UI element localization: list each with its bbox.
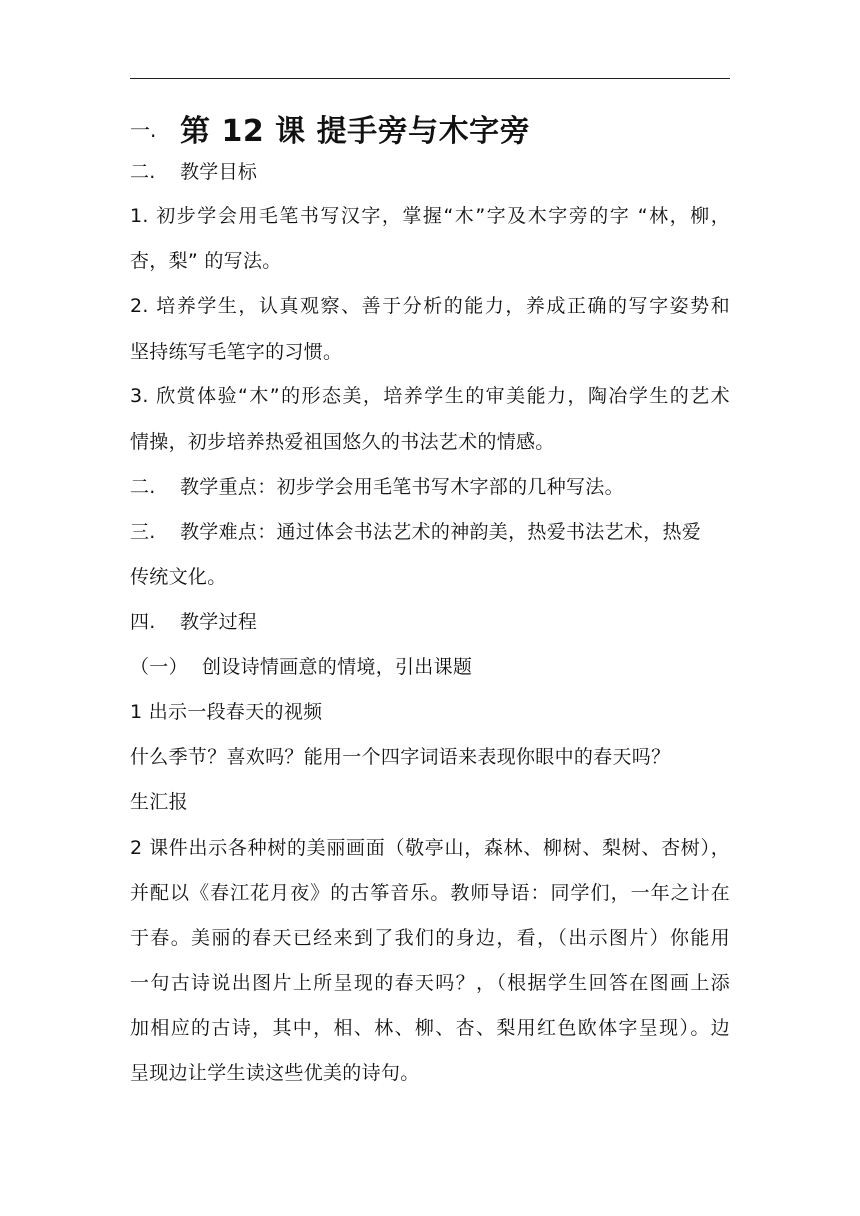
goal-2-line-1: 2. 培养学生，认真观察、善于分析的能力，养成正确的写字姿势和 [130,295,730,317]
section-text: 教学重点：初步学会用毛笔书写木字部的几种写法。 [180,476,624,498]
section-number: 四. [130,611,156,633]
goal-3-line-1: 3. 欣赏体验“木”的形态美，培养学生的审美能力，陶冶学生的艺术 [130,385,730,407]
section-title: 教学过程 [180,611,258,633]
section-difficulty-line-2: 传统文化。 [130,566,227,588]
section-key-points [130,472,730,502]
paragraph-4-line-2: 并配以《春江花月夜》的古筝音乐。教师导语：同学们，一年之计在 [130,882,730,904]
section-difficulty [130,517,730,547]
heading-number: 一. [130,117,157,142]
paragraph-2: 什么季节？喜欢吗？能用一个四字词语来表现你眼中的春天吗？ [130,746,671,768]
goal-3-line-2: 情操，初步培养热爱祖国悠久的书法艺术的情感。 [130,431,555,453]
header-rule [130,78,730,79]
paragraph-4-line-3: 于春。美丽的春天已经来到了我们的身边，看，（出示图片）你能用 [130,927,730,949]
section-text: 教学难点：通过体会书法艺术的神韵美，热爱书法艺术，热爱 [180,521,702,543]
step-number: （一） [130,656,188,678]
lesson-title: 第 12 课 提手旁与木字旁 [180,114,531,149]
section-number: 二. [130,476,156,498]
step-title: 创设诗情画意的情境，引出课题 [202,656,473,678]
lesson-heading [130,106,730,150]
process-step-1 [130,652,730,682]
section-number: 三. [130,521,156,543]
paragraph-4-line-1: 2 课件出示各种树的美丽画面（敬亭山，森林、柳树、梨树、杏树）， [130,837,730,859]
paragraph-4-line-5: 加相应的古诗，其中，相、林、柳、杏、梨用红色欧体字呈现）。边 [130,1017,730,1039]
goal-1-line-2: 杏，梨” 的写法。 [130,250,282,272]
paragraph-4-line-6: 呈现边让学生读这些优美的诗句。 [130,1062,420,1084]
paragraph-4-line-4: 一句古诗说出图片上所呈现的春天吗？，（根据学生回答在图画上添 [130,972,730,994]
paragraph-1: 1 出示一段春天的视频 [130,701,323,723]
paragraph-3: 生汇报 [130,791,188,813]
section-number: 二. [130,161,156,183]
section-process [130,607,730,637]
section-title: 教学目标 [180,161,258,183]
goal-1-line-1: 1. 初步学会用毛笔书写汉字，掌握“木”字及木字旁的字 “林，柳， [130,205,730,227]
section-goals [130,157,730,187]
goal-2-line-2: 坚持练写毛笔字的习惯。 [130,341,343,363]
